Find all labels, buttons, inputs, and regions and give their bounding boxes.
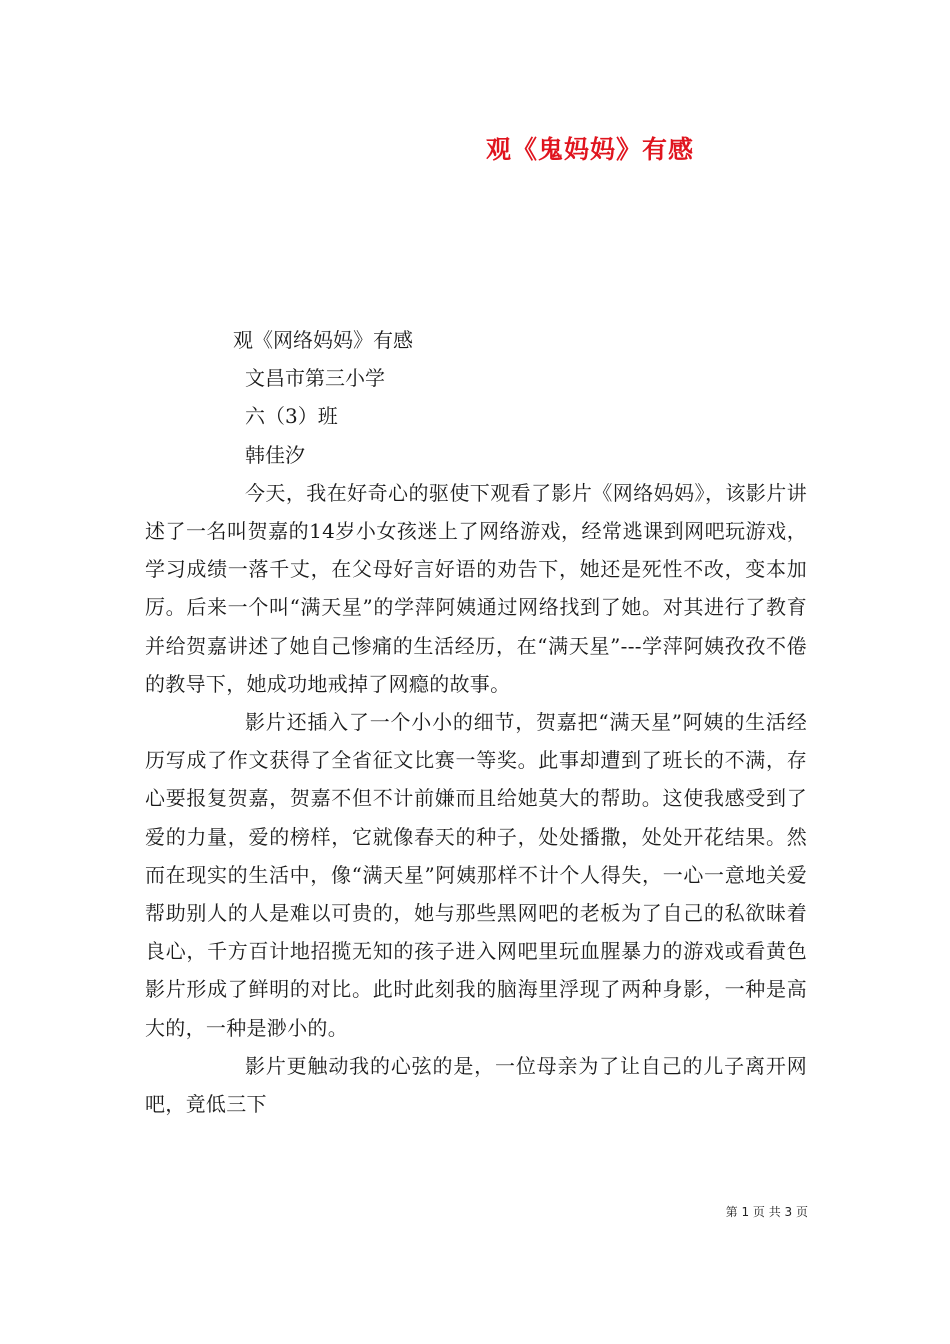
document-body [145, 321, 807, 1123]
class-name: 六（3）班 [245, 404, 338, 429]
document-title: 观《鬼妈妈》有感 [485, 135, 694, 164]
essay-title: 观《网络妈妈》有感 [233, 328, 413, 352]
paragraph-2: 影片还插入了一个小小的细节，贺嘉把“满天星”阿姨的生活经历写成了作文获得了全省征文比赛一等奖。此事却遭到了班长的不满，存心要报复贺嘉，贺嘉不但不计前嫌而且给她莫大的帮助。这使我感受到了爱的力量，爱的榜样，它就像春天的种子，处处播撒，处处开花结果。然而在现实的生活中，像“满天星”阿姨那样不计个人得失，一心一意地关爱帮助别人的人是难以可贵的，她与那些黑网吧的老板为了自己的私欲昧着良心，千方百计地招揽无知的孩子进入网吧里玩血腥暴力的游戏或看黄色影片形成了鲜明的对比。此时此刻我的脑海里浮现了两种身影，一种是高大的，一种是渺小的。 [145, 710, 807, 1040]
school-name: 文昌市第三小学 [245, 366, 385, 391]
paragraph-1: 今天，我在好奇心的驱使下观看了影片《网络妈妈》，该影片讲述了一名叫贺嘉的14岁小女孩迷上了网络游戏，经常逃课到网吧玩游戏，学习成绩一落千丈，在父母好言好语的劝告下，她还是死性不改，变本加厉。后来一个叫“满天星”的学萍阿姨通过网络找到了她。对其进行了教育并给贺嘉讲述了她自己惨痛的生活经历，在“满天星”---学萍阿姨孜孜不倦的教导下，她成功地戒掉了网瘾的故事。 [145, 480, 807, 696]
page-number-footer: 第 1 页 共 3 页 [725, 1205, 808, 1219]
author-name: 韩佳汐 [245, 442, 305, 467]
paragraph-3: 影片更触动我的心弦的是，一位母亲为了让自己的儿子离开网吧，竟低三下 [145, 1053, 807, 1117]
